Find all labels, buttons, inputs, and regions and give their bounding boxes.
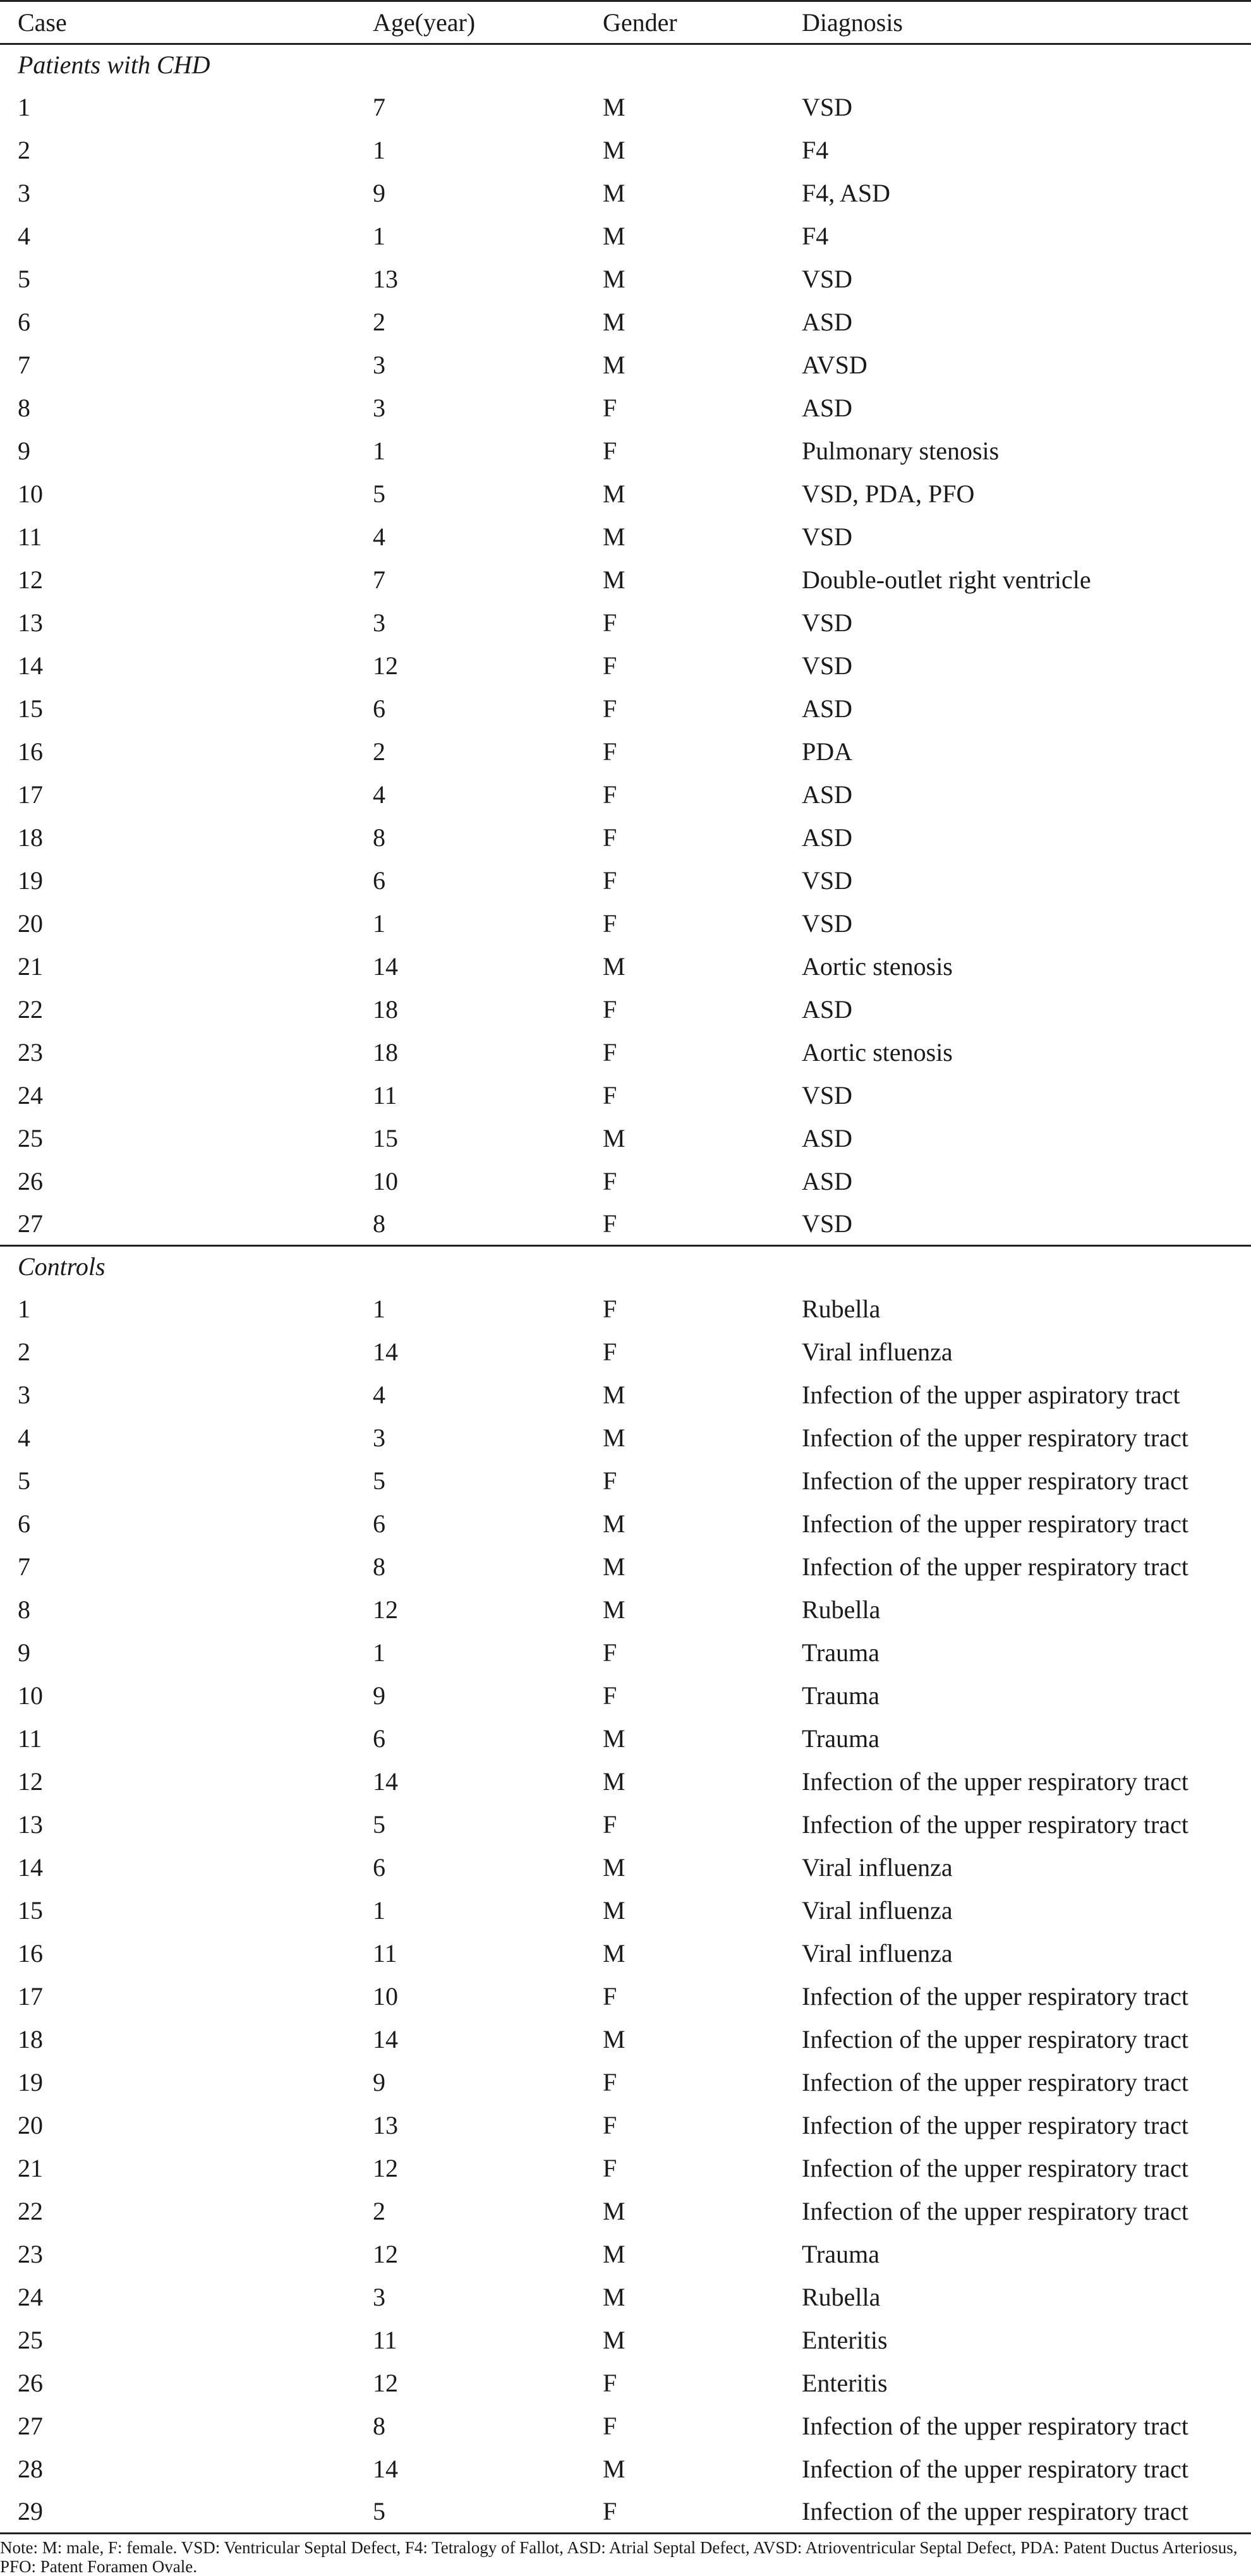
cell-gender: F xyxy=(603,909,617,938)
cell-age: 8 xyxy=(355,1203,585,1246)
table-row xyxy=(0,859,1251,902)
table-row xyxy=(0,2061,1251,2104)
table-row xyxy=(0,687,1251,730)
cell-case: 19 xyxy=(18,866,43,895)
table-row xyxy=(0,1975,1251,2018)
table-row xyxy=(0,1631,1251,1674)
cell-case: 10 xyxy=(18,1681,43,1710)
cell-gender: F xyxy=(603,2110,617,2139)
header-row xyxy=(0,1,1251,44)
cell-age: 11 xyxy=(373,1938,397,1968)
cell-case: 22 xyxy=(18,2196,43,2225)
cell-diagnosis: ASD xyxy=(802,1166,853,1195)
cell-diagnosis: AVSD xyxy=(802,350,867,379)
cell-case: 27 xyxy=(0,1203,355,1246)
cell-case: 18 xyxy=(18,2024,43,2053)
table-row xyxy=(0,2448,1251,2491)
cell-diagnosis: Viral influenza xyxy=(802,1938,953,1968)
cell-diagnosis: Rubella xyxy=(802,2282,881,2311)
cell-gender: F xyxy=(603,2067,617,2096)
cell-case: 5 xyxy=(18,264,30,293)
cell-case: 19 xyxy=(18,2067,43,2096)
cell-diagnosis: ASD xyxy=(802,780,853,809)
cell-gender: M xyxy=(603,1896,626,1925)
table-row xyxy=(0,2405,1251,2448)
cell-case: 16 xyxy=(18,737,43,766)
cell-gender: F xyxy=(603,1294,617,1323)
table-note: Note: M: male, F: female. VSD: Ventricular Septal Defect, F4: Tetralogy of Fallot, ASD: Atrial Septal Defect, AVSD: Atrioventricular Septal Defect, PDA: Patent Ductus Arteriosus, PFO: Patent Foramen Ovale. xyxy=(0,2538,1238,2576)
cell-age: 12 xyxy=(373,2239,398,2268)
cell-case: 12 xyxy=(18,1767,43,1796)
cell-diagnosis: VSD xyxy=(784,1203,1251,1246)
cell-diagnosis: VSD xyxy=(802,608,853,637)
cell-case: 16 xyxy=(18,1938,43,1968)
cell-age: 3 xyxy=(373,350,385,379)
cell-age: 9 xyxy=(373,1681,385,1710)
cell-age: 6 xyxy=(373,694,385,723)
cell-gender: F xyxy=(603,780,617,809)
cell-case: 2 xyxy=(18,1337,30,1366)
cell-diagnosis: ASD xyxy=(802,1123,853,1152)
cell-gender: M xyxy=(603,1423,626,1452)
cell-diagnosis: Viral influenza xyxy=(802,1337,953,1366)
header-gender: Gender xyxy=(585,1,784,44)
table-row xyxy=(0,1889,1251,1932)
cell-gender: F xyxy=(603,608,617,637)
cell-age: 1 xyxy=(373,909,385,938)
cell-diagnosis: Trauma xyxy=(802,1724,879,1753)
cell-case: 9 xyxy=(18,1638,30,1667)
cell-case: 7 xyxy=(18,1552,30,1581)
table-row xyxy=(0,1803,1251,1846)
table-row xyxy=(0,816,1251,859)
cell-gender: F xyxy=(603,1466,617,1495)
cell-age: 1 xyxy=(373,1896,385,1925)
table-row xyxy=(0,2319,1251,2362)
cell-age: 14 xyxy=(373,1767,398,1796)
cell-age: 5 xyxy=(373,479,385,508)
cell-age: 12 xyxy=(373,1595,398,1624)
cell-diagnosis: F4 xyxy=(802,221,829,250)
header-diagnosis: Diagnosis xyxy=(784,1,1251,44)
table-header xyxy=(0,1,1251,44)
table-row xyxy=(0,473,1251,516)
cell-gender: M xyxy=(603,1938,626,1968)
cell-age: 13 xyxy=(373,264,398,293)
cell-diagnosis: VSD, PDA, PFO xyxy=(802,479,975,508)
cell-diagnosis: Enteritis xyxy=(802,2368,888,2397)
cell-case: 17 xyxy=(18,1981,43,2011)
table-row xyxy=(0,2276,1251,2319)
section-title: Controls xyxy=(18,1252,106,1281)
cell-gender: F xyxy=(603,1166,617,1195)
cell-diagnosis: ASD xyxy=(802,995,853,1024)
table-row xyxy=(0,644,1251,687)
cell-gender: F xyxy=(603,436,617,465)
table-row xyxy=(0,129,1251,172)
cell-gender: M xyxy=(603,1123,626,1152)
cell-age: 18 xyxy=(373,995,398,1024)
cell-diagnosis: Double-outlet right ventricle xyxy=(802,565,1091,594)
table-row xyxy=(0,902,1251,945)
table-row xyxy=(0,516,1251,559)
table-row xyxy=(0,2190,1251,2233)
table-row xyxy=(0,301,1251,344)
cell-age: 4 xyxy=(373,780,385,809)
cell-gender: M xyxy=(603,952,626,981)
cell-age: 1 xyxy=(373,221,385,250)
cell-case: 18 xyxy=(18,823,43,852)
cell-gender: F xyxy=(603,2368,617,2397)
cell-case: 4 xyxy=(18,1423,30,1452)
cell-age: 2 xyxy=(373,737,385,766)
cell-age: 1 xyxy=(373,135,385,164)
cell-case: 13 xyxy=(18,608,43,637)
cell-diagnosis: Infection of the upper respiratory tract xyxy=(784,2491,1251,2534)
table-row xyxy=(0,2147,1251,2190)
cell-age: 6 xyxy=(373,866,385,895)
table-row xyxy=(0,2104,1251,2147)
cell-age: 2 xyxy=(373,307,385,336)
cell-age: 6 xyxy=(373,1509,385,1538)
table-row xyxy=(0,1417,1251,1460)
cell-diagnosis: VSD xyxy=(802,909,853,938)
cell-case: 24 xyxy=(18,1080,43,1110)
cell-gender: M xyxy=(603,1380,626,1409)
cell-gender: M xyxy=(603,178,626,207)
table-row xyxy=(0,1031,1251,1074)
cell-gender: M xyxy=(603,1724,626,1753)
cell-diagnosis: Infection of the upper respiratory tract xyxy=(802,1423,1188,1452)
table-row xyxy=(0,1932,1251,1975)
cell-gender: F xyxy=(603,1080,617,1110)
table-row xyxy=(0,988,1251,1031)
cell-case: 11 xyxy=(18,1724,42,1753)
cell-diagnosis: F4, ASD xyxy=(802,178,891,207)
table-row xyxy=(0,86,1251,129)
cell-case: 14 xyxy=(18,1853,43,1882)
cell-age: 3 xyxy=(373,393,385,422)
cell-case: 3 xyxy=(18,178,30,207)
cell-gender: F xyxy=(603,1981,617,2011)
cell-diagnosis: Trauma xyxy=(802,1638,879,1667)
cell-diagnosis: Trauma xyxy=(802,1681,879,1710)
cell-diagnosis: Trauma xyxy=(802,2239,879,2268)
cell-age: 5 xyxy=(355,2491,585,2534)
cell-age: 5 xyxy=(373,1810,385,1839)
cell-diagnosis: F4 xyxy=(802,135,829,164)
cell-diagnosis: Aortic stenosis xyxy=(802,952,953,981)
table-row xyxy=(0,1545,1251,1588)
cell-case: 26 xyxy=(18,2368,43,2397)
table-row xyxy=(0,1203,1251,1246)
table-row xyxy=(0,2362,1251,2405)
table-row xyxy=(0,1074,1251,1117)
cell-gender: M xyxy=(603,2325,626,2354)
cell-diagnosis: Rubella xyxy=(802,1294,881,1323)
cell-gender: M xyxy=(603,565,626,594)
cell-age: 14 xyxy=(373,2024,398,2053)
cell-age: 13 xyxy=(373,2110,398,2139)
cell-age: 9 xyxy=(373,178,385,207)
cell-age: 6 xyxy=(373,1853,385,1882)
cell-gender: F xyxy=(603,2153,617,2182)
cell-gender: M xyxy=(603,264,626,293)
cell-age: 7 xyxy=(373,92,385,121)
cell-gender: M xyxy=(603,2196,626,2225)
header-case: Case xyxy=(0,1,355,44)
cell-age: 10 xyxy=(373,1981,398,2011)
cell-case: 3 xyxy=(18,1380,30,1409)
cell-gender: F xyxy=(585,2491,784,2534)
cell-gender: M xyxy=(603,2454,626,2483)
cell-diagnosis: Infection of the upper respiratory tract xyxy=(802,1509,1188,1538)
cell-age: 9 xyxy=(373,2067,385,2096)
cell-age: 3 xyxy=(373,1423,385,1452)
table-row xyxy=(0,1503,1251,1545)
cell-diagnosis: Infection of the upper respiratory tract xyxy=(802,2024,1188,2053)
table-row xyxy=(0,215,1251,258)
table-row xyxy=(0,1588,1251,1631)
cell-case: 17 xyxy=(18,780,43,809)
table-row xyxy=(0,2018,1251,2061)
cell-diagnosis: Infection of the upper respiratory tract xyxy=(802,2411,1188,2440)
cell-age: 14 xyxy=(373,2454,398,2483)
table-row xyxy=(0,430,1251,473)
cell-diagnosis: VSD xyxy=(802,866,853,895)
cell-case: 22 xyxy=(18,995,43,1024)
cell-age: 11 xyxy=(373,2325,397,2354)
cell-diagnosis: Enteritis xyxy=(802,2325,888,2354)
cell-gender: F xyxy=(603,737,617,766)
cell-gender: M xyxy=(603,1767,626,1796)
cell-age: 5 xyxy=(373,1466,385,1495)
cell-case: 24 xyxy=(18,2282,43,2311)
cell-diagnosis: Viral influenza xyxy=(802,1853,953,1882)
cell-diagnosis: Infection of the upper respiratory tract xyxy=(802,1552,1188,1581)
cell-age: 2 xyxy=(373,2196,385,2225)
cell-age: 6 xyxy=(373,1724,385,1753)
cell-case: 6 xyxy=(18,307,30,336)
cell-case: 21 xyxy=(18,952,43,981)
table-row xyxy=(0,1760,1251,1803)
cell-age: 4 xyxy=(373,1380,385,1409)
cell-diagnosis: Pulmonary stenosis xyxy=(802,436,1000,465)
cell-age: 1 xyxy=(373,436,385,465)
cell-case: 20 xyxy=(18,909,43,938)
cell-age: 7 xyxy=(373,565,385,594)
table-row xyxy=(0,1846,1251,1889)
cell-diagnosis: Infection of the upper respiratory tract xyxy=(802,1767,1188,1796)
cell-gender: F xyxy=(603,651,617,680)
cell-diagnosis: Rubella xyxy=(802,1595,881,1624)
cell-gender: M xyxy=(603,1509,626,1538)
cell-diagnosis: PDA xyxy=(802,737,853,766)
cell-case: 14 xyxy=(18,651,43,680)
cell-diagnosis: VSD xyxy=(802,651,853,680)
cell-case: 25 xyxy=(18,2325,43,2354)
cell-diagnosis: ASD xyxy=(802,307,853,336)
cell-diagnosis: Infection of the upper aspiratory tract xyxy=(802,1380,1180,1409)
cell-age: 1 xyxy=(373,1294,385,1323)
cell-diagnosis: Infection of the upper respiratory tract xyxy=(802,1466,1188,1495)
cell-gender: M xyxy=(603,221,626,250)
cell-case: 1 xyxy=(18,1294,30,1323)
cell-diagnosis: VSD xyxy=(802,264,853,293)
cell-case: 8 xyxy=(18,1595,30,1624)
cell-gender: M xyxy=(603,479,626,508)
cell-diagnosis: Infection of the upper respiratory tract xyxy=(802,2454,1188,2483)
cell-case: 21 xyxy=(18,2153,43,2182)
cell-gender: F xyxy=(585,1203,784,1246)
cell-age: 8 xyxy=(373,2411,385,2440)
cell-diagnosis: Infection of the upper respiratory tract xyxy=(802,2110,1188,2139)
cell-gender: F xyxy=(603,995,617,1024)
cell-gender: M xyxy=(603,1595,626,1624)
cell-age: 1 xyxy=(373,1638,385,1667)
cell-diagnosis: ASD xyxy=(802,393,853,422)
cell-diagnosis: VSD xyxy=(802,92,853,121)
cell-case: 29 xyxy=(0,2491,355,2534)
cell-age: 3 xyxy=(373,2282,385,2311)
cell-age: 3 xyxy=(373,608,385,637)
cell-gender: F xyxy=(603,1638,617,1667)
cell-diagnosis: Infection of the upper respiratory tract xyxy=(802,2196,1188,2225)
cell-gender: F xyxy=(603,866,617,895)
cell-case: 6 xyxy=(18,1509,30,1538)
cell-gender: M xyxy=(603,350,626,379)
cell-case: 20 xyxy=(18,2110,43,2139)
cell-diagnosis: Infection of the upper respiratory tract xyxy=(802,1981,1188,2011)
table-row xyxy=(0,1288,1251,1331)
table-row xyxy=(0,559,1251,602)
table-row xyxy=(0,1117,1251,1160)
section-title: Patients with CHD xyxy=(18,51,210,80)
cell-case: 10 xyxy=(18,479,43,508)
cell-gender: F xyxy=(603,2411,617,2440)
table-row xyxy=(0,2491,1251,2534)
cell-gender: M xyxy=(603,2239,626,2268)
cell-age: 15 xyxy=(373,1123,398,1152)
cell-age: 14 xyxy=(373,952,398,981)
cell-gender: F xyxy=(603,1037,617,1067)
table-row xyxy=(0,1331,1251,1374)
cell-gender: M xyxy=(603,1853,626,1882)
cell-gender: M xyxy=(603,92,626,121)
cell-case: 2 xyxy=(18,135,30,164)
header-age: Age(year) xyxy=(355,1,585,44)
cell-case: 23 xyxy=(18,2239,43,2268)
cell-case: 26 xyxy=(18,1166,43,1195)
cell-gender: M xyxy=(603,1552,626,1581)
cell-age: 12 xyxy=(373,2153,398,2182)
cell-diagnosis: VSD xyxy=(802,1080,853,1110)
cell-gender: M xyxy=(603,522,626,551)
cell-age: 12 xyxy=(373,651,398,680)
section-header-row xyxy=(0,1246,1251,1288)
table-row xyxy=(0,1374,1251,1417)
table-row xyxy=(0,602,1251,644)
cell-gender: M xyxy=(603,2282,626,2311)
cell-case: 4 xyxy=(18,221,30,250)
cell-case: 13 xyxy=(18,1810,43,1839)
cell-diagnosis: Infection of the upper respiratory tract xyxy=(802,2067,1188,2096)
cell-case: 12 xyxy=(18,565,43,594)
cell-age: 4 xyxy=(373,522,385,551)
table-row xyxy=(0,773,1251,816)
cell-diagnosis: ASD xyxy=(802,823,853,852)
cell-gender: F xyxy=(603,694,617,723)
table-row xyxy=(0,258,1251,301)
cell-case: 5 xyxy=(18,1466,30,1495)
cell-diagnosis: VSD xyxy=(802,522,853,551)
cell-age: 10 xyxy=(373,1166,398,1195)
cell-diagnosis: ASD xyxy=(802,694,853,723)
cell-diagnosis: Infection of the upper respiratory tract xyxy=(802,1810,1188,1839)
table-row xyxy=(0,344,1251,387)
cell-gender: F xyxy=(603,823,617,852)
cell-age: 18 xyxy=(373,1037,398,1067)
cell-gender: M xyxy=(603,135,626,164)
cell-case: 23 xyxy=(18,1037,43,1067)
cell-gender: F xyxy=(603,1681,617,1710)
cell-age: 11 xyxy=(373,1080,397,1110)
cell-diagnosis: Infection of the upper respiratory tract xyxy=(802,2153,1188,2182)
cell-gender: F xyxy=(603,1337,617,1366)
table-body xyxy=(0,44,1251,2534)
cell-case: 11 xyxy=(18,522,42,551)
table-row xyxy=(0,172,1251,215)
table-row xyxy=(0,1674,1251,1717)
cell-gender: M xyxy=(603,2024,626,2053)
table-row xyxy=(0,1717,1251,1760)
cell-case: 25 xyxy=(18,1123,43,1152)
cell-case: 15 xyxy=(18,694,43,723)
table-row xyxy=(0,945,1251,988)
cell-age: 14 xyxy=(373,1337,398,1366)
cell-gender: F xyxy=(603,393,617,422)
cell-gender: M xyxy=(603,307,626,336)
cell-case: 1 xyxy=(18,92,30,121)
cell-case: 27 xyxy=(18,2411,43,2440)
table-row xyxy=(0,387,1251,430)
cell-age: 8 xyxy=(373,1552,385,1581)
table-row xyxy=(0,1160,1251,1203)
cell-diagnosis: Viral influenza xyxy=(802,1896,953,1925)
table-row xyxy=(0,1460,1251,1503)
cell-case: 15 xyxy=(18,1896,43,1925)
cell-age: 8 xyxy=(373,823,385,852)
section-header-row xyxy=(0,44,1251,86)
cell-age: 12 xyxy=(373,2368,398,2397)
cell-diagnosis: Aortic stenosis xyxy=(802,1037,953,1067)
table-row xyxy=(0,2233,1251,2276)
cell-case: 7 xyxy=(18,350,30,379)
cell-case: 8 xyxy=(18,393,30,422)
table-row xyxy=(0,730,1251,773)
cell-case: 28 xyxy=(18,2454,43,2483)
cell-case: 9 xyxy=(18,436,30,465)
cell-gender: F xyxy=(603,1810,617,1839)
